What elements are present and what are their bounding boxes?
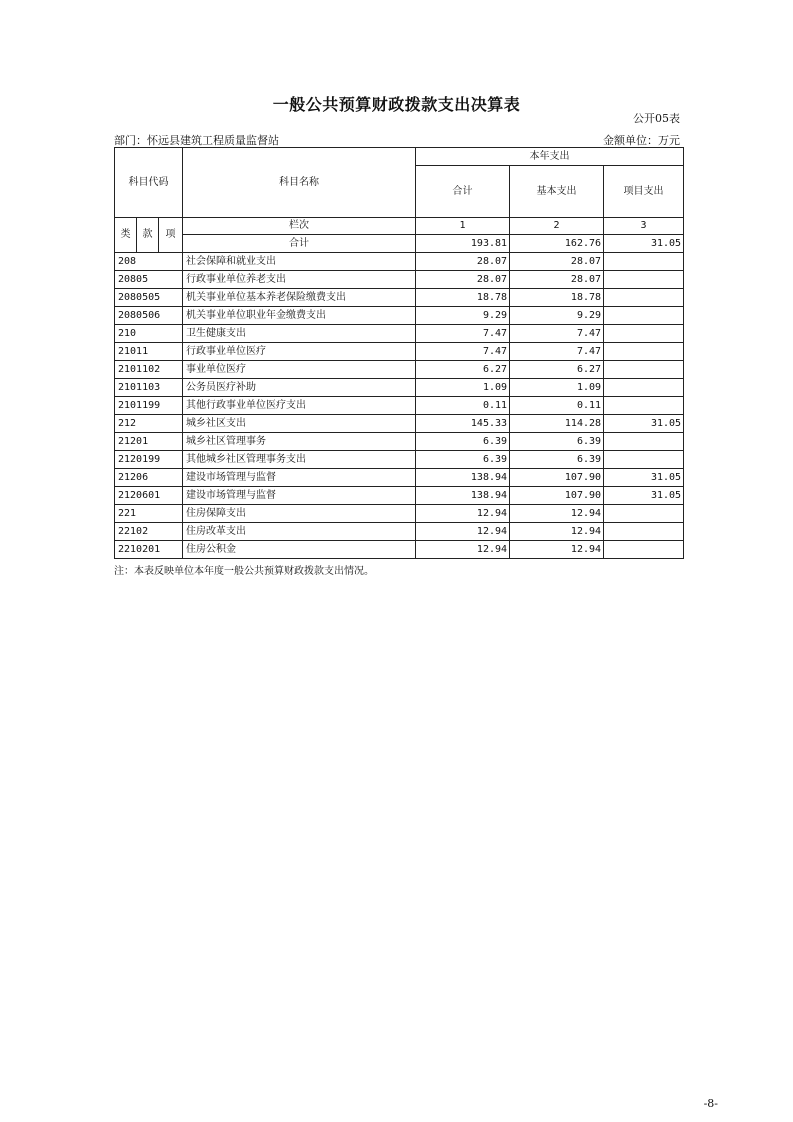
row-project — [604, 397, 684, 415]
row-basic: 0.11 — [510, 397, 604, 415]
row-total: 9.29 — [416, 307, 510, 325]
header-lei: 类 — [115, 218, 137, 253]
row-total: 18.78 — [416, 289, 510, 307]
row-project: 31.05 — [604, 469, 684, 487]
row-total: 1.09 — [416, 379, 510, 397]
row-total: 138.94 — [416, 487, 510, 505]
row-basic: 6.39 — [510, 451, 604, 469]
table-row — [115, 379, 684, 397]
row-total: 0.11 — [416, 397, 510, 415]
row-code: 22102 — [115, 523, 183, 541]
row-name: 住房改革支出 — [183, 523, 416, 541]
row-code: 2080506 — [115, 307, 183, 325]
table-row — [115, 271, 684, 289]
header-basic: 基本支出 — [510, 166, 604, 218]
row-project — [604, 361, 684, 379]
row-name: 住房公积金 — [183, 541, 416, 559]
row-basic: 12.94 — [510, 541, 604, 559]
row-name: 建设市场管理与监督 — [183, 487, 416, 505]
row-code: 21201 — [115, 433, 183, 451]
row-code: 21206 — [115, 469, 183, 487]
table-row — [115, 325, 684, 343]
row-basic: 107.90 — [510, 469, 604, 487]
row-total: 12.94 — [416, 505, 510, 523]
row-code: 21011 — [115, 343, 183, 361]
row-project — [604, 307, 684, 325]
row-name: 公务员医疗补助 — [183, 379, 416, 397]
row-project — [604, 343, 684, 361]
row-name: 行政事业单位养老支出 — [183, 271, 416, 289]
row-code: 2101102 — [115, 361, 183, 379]
row-project — [604, 433, 684, 451]
row-basic: 1.09 — [510, 379, 604, 397]
row-project — [604, 505, 684, 523]
row-code: 212 — [115, 415, 183, 433]
row-name: 城乡社区管理事务 — [183, 433, 416, 451]
expenditure-table — [114, 147, 684, 559]
row-basic: 107.90 — [510, 487, 604, 505]
row-name: 城乡社区支出 — [183, 415, 416, 433]
table-row — [115, 541, 684, 559]
row-name: 建设市场管理与监督 — [183, 469, 416, 487]
row-code: 20805 — [115, 271, 183, 289]
row-name: 其他城乡社区管理事务支出 — [183, 451, 416, 469]
row-name: 住房保障支出 — [183, 505, 416, 523]
table-row — [115, 451, 684, 469]
page-number: -8- — [703, 1097, 718, 1110]
row-total: 7.47 — [416, 325, 510, 343]
table-row — [115, 469, 684, 487]
row-basic: 6.27 — [510, 361, 604, 379]
total-row-basic: 162.76 — [510, 235, 604, 253]
total-row-total: 193.81 — [416, 235, 510, 253]
row-total: 28.07 — [416, 271, 510, 289]
row-project — [604, 325, 684, 343]
header-project: 项目支出 — [604, 166, 684, 218]
table-row — [115, 523, 684, 541]
row-code: 2120199 — [115, 451, 183, 469]
total-row-label: 合计 — [183, 235, 416, 253]
row-basic: 12.94 — [510, 505, 604, 523]
row-total: 28.07 — [416, 253, 510, 271]
row-total: 138.94 — [416, 469, 510, 487]
row-total: 12.94 — [416, 541, 510, 559]
table-note: 注：本表反映单位本年度一般公共预算财政拨款支出情况。 — [114, 566, 374, 577]
row-total: 145.33 — [416, 415, 510, 433]
header-col2: 2 — [510, 218, 604, 235]
row-project — [604, 289, 684, 307]
row-project — [604, 451, 684, 469]
table-row — [115, 253, 684, 271]
row-code: 2120601 — [115, 487, 183, 505]
table-row — [115, 361, 684, 379]
row-code: 208 — [115, 253, 183, 271]
row-name: 社会保障和就业支出 — [183, 253, 416, 271]
header-kuan: 款 — [137, 218, 159, 253]
form-code: 公开05表 — [633, 112, 680, 125]
table-row — [115, 397, 684, 415]
row-name: 其他行政事业单位医疗支出 — [183, 397, 416, 415]
row-project — [604, 253, 684, 271]
header-col1: 1 — [416, 218, 510, 235]
row-code: 2101199 — [115, 397, 183, 415]
header-column-no: 栏次 — [183, 218, 416, 235]
header-xiang: 项 — [159, 218, 183, 253]
table-row — [115, 289, 684, 307]
header-current-year: 本年支出 — [416, 148, 684, 166]
row-basic: 7.47 — [510, 343, 604, 361]
row-basic: 114.28 — [510, 415, 604, 433]
header-subject-name: 科目名称 — [183, 148, 416, 218]
row-code: 2080505 — [115, 289, 183, 307]
row-name: 事业单位医疗 — [183, 361, 416, 379]
row-basic: 28.07 — [510, 253, 604, 271]
row-project — [604, 379, 684, 397]
table-row — [115, 433, 684, 451]
header-total: 合计 — [416, 166, 510, 218]
row-code: 221 — [115, 505, 183, 523]
table-row — [115, 487, 684, 505]
row-total: 6.39 — [416, 451, 510, 469]
page-title: 一般公共预算财政拨款支出决算表 — [272, 95, 521, 114]
table-row — [115, 505, 684, 523]
row-basic: 12.94 — [510, 523, 604, 541]
row-name: 机关事业单位职业年金缴费支出 — [183, 307, 416, 325]
row-basic: 28.07 — [510, 271, 604, 289]
row-total: 12.94 — [416, 523, 510, 541]
header-col3: 3 — [604, 218, 684, 235]
row-code: 210 — [115, 325, 183, 343]
row-total: 7.47 — [416, 343, 510, 361]
row-name: 卫生健康支出 — [183, 325, 416, 343]
header-subject-code: 科目代码 — [115, 148, 183, 218]
total-row-project: 31.05 — [604, 235, 684, 253]
row-basic: 18.78 — [510, 289, 604, 307]
table-row — [115, 415, 684, 433]
row-basic: 9.29 — [510, 307, 604, 325]
row-project — [604, 523, 684, 541]
row-code: 2210201 — [115, 541, 183, 559]
row-total: 6.27 — [416, 361, 510, 379]
table-row — [115, 307, 684, 325]
row-project: 31.05 — [604, 487, 684, 505]
row-basic: 6.39 — [510, 433, 604, 451]
row-basic: 7.47 — [510, 325, 604, 343]
unit-label: 金额单位：万元 — [603, 134, 680, 147]
row-name: 行政事业单位医疗 — [183, 343, 416, 361]
department-label: 部门：怀远县建筑工程质量监督站 — [114, 134, 279, 147]
row-total: 6.39 — [416, 433, 510, 451]
row-project: 31.05 — [604, 415, 684, 433]
row-project — [604, 541, 684, 559]
row-project — [604, 271, 684, 289]
table-row — [115, 343, 684, 361]
row-code: 2101103 — [115, 379, 183, 397]
row-name: 机关事业单位基本养老保险缴费支出 — [183, 289, 416, 307]
